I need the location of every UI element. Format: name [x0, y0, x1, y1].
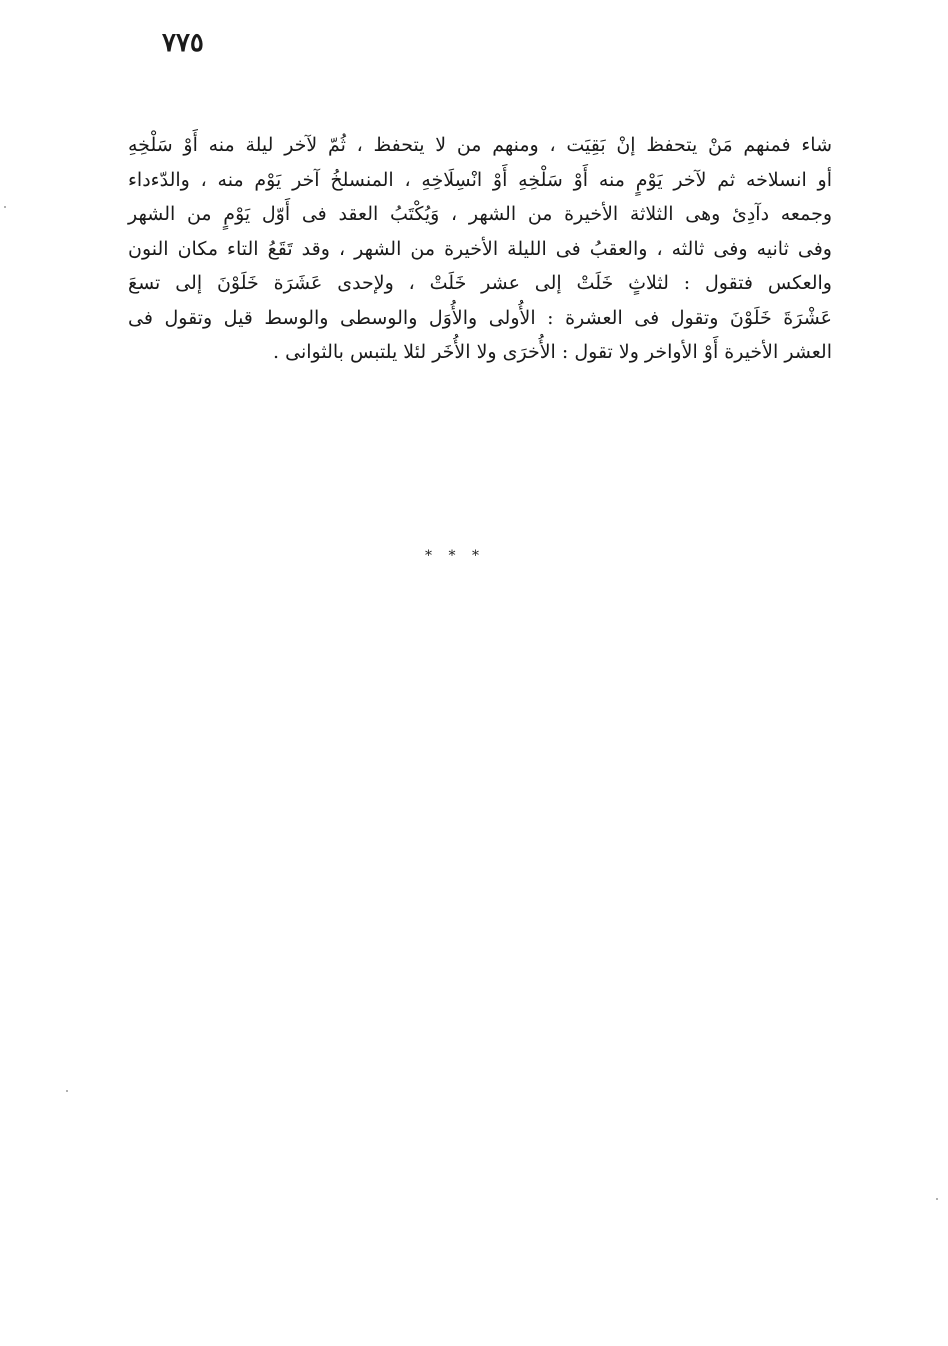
text-line: شاء فمنهم مَنْ يتحفظ إنْ بَقِيَت ، ومنهم من لا يتحفظ ، ثُمّ لآخر ليلة منه أَوْ سَلْخِهِ — [128, 134, 832, 156]
page-number: ٧٧٥ — [162, 28, 204, 58]
text-line: أو انسلاخه ثم لآخر يَوْمٍ منه أَوْ سَلْخِهِ أَوْ انْسِلَاخِهِ ، المنسلخُ آخر يَوْم منه ، والدّءداء — [128, 168, 832, 191]
text-line: وفى ثانيه وفى ثالثه ، والعقبُ فى الليلة الأخيرة من الشهر ، وقد تَقَعُ التاء مكان النون — [128, 237, 832, 260]
text-line: والعكس فتقول : لثلاثٍ خَلَتْ إلى عشر خَلَتْ ، ولإحدى عَشَرَة خَلَوْنَ إلى تسعَ — [128, 272, 832, 294]
body-text — [128, 128, 832, 370]
text-line: عَشْرَةَ خَلَوْنَ وتقول فى العشرة : الأُولى والأُوَل والوسطى والوسط قيل وتقول فى — [128, 306, 832, 329]
text-line: العشر الأخيرة أَوْ الأواخر ولا تقول : الأُخرَى ولا الأُخَر لئلا يلتبس بالثوانى . — [273, 341, 832, 363]
scan-speck — [4, 206, 6, 208]
section-separator: * * * — [425, 548, 485, 564]
scan-speck — [936, 1198, 938, 1200]
text-line: وجمعه دآدِئ وهى الثلاثة الأخيرة من الشهر ، وَيُكْتَبُ العقد فى أَوّل يَوْمٍ من الشهر — [128, 203, 832, 225]
scan-speck — [66, 1090, 68, 1092]
